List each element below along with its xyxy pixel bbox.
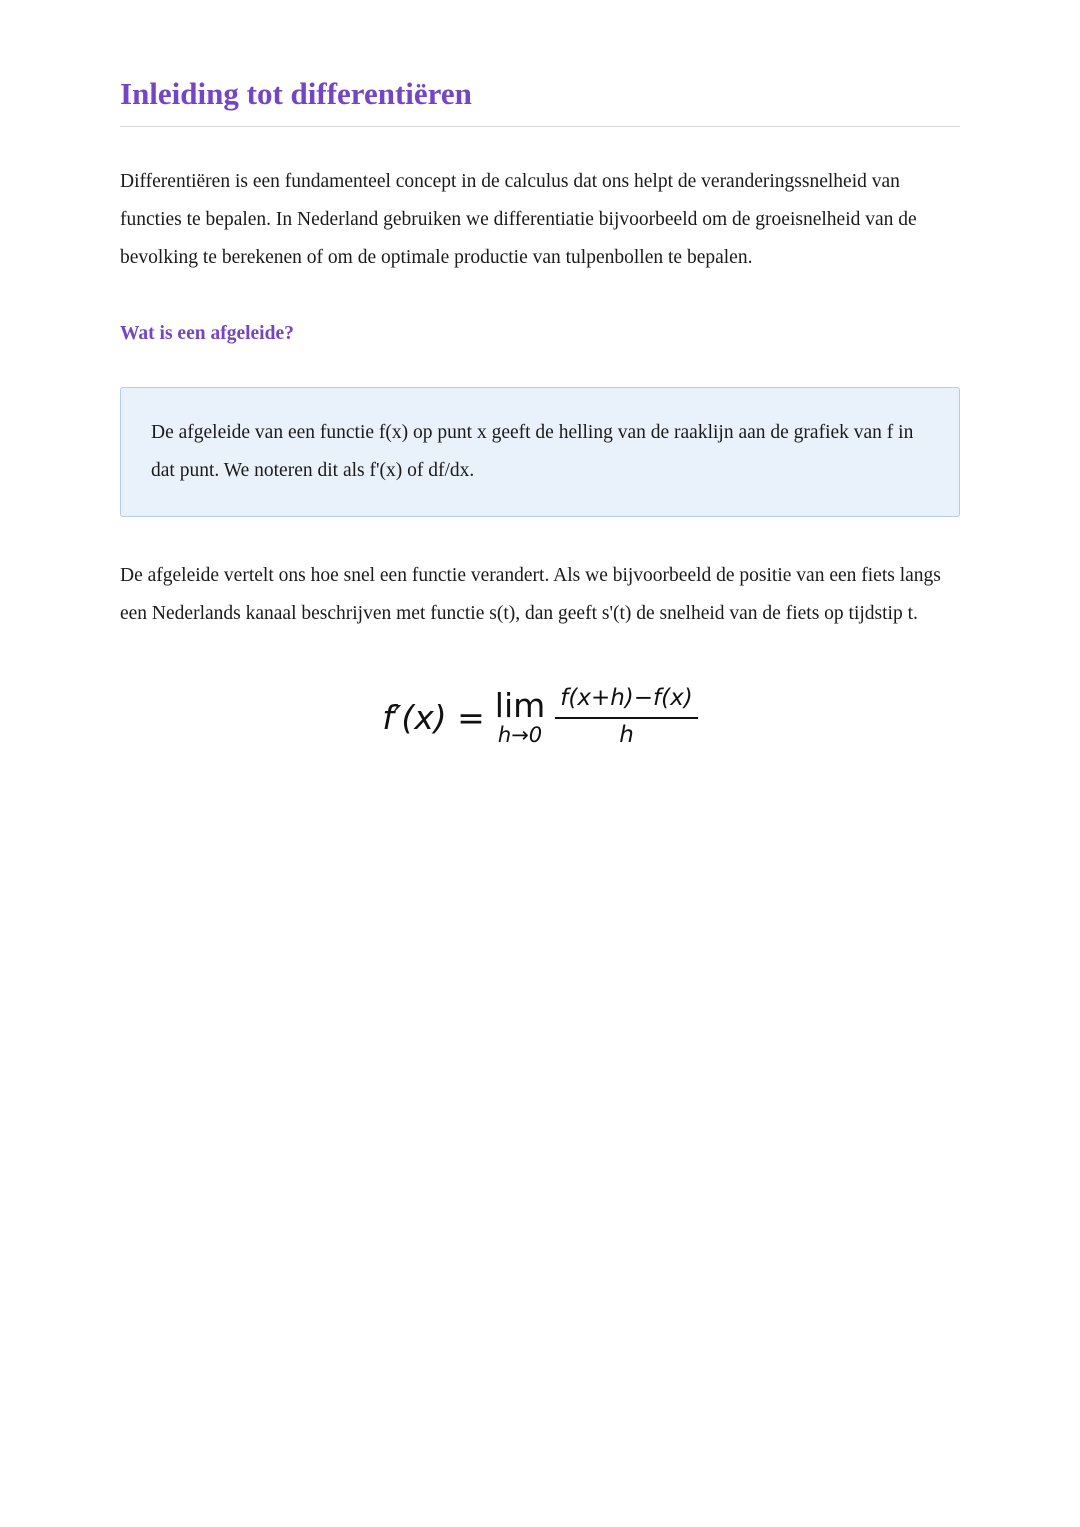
formula-fraction <box>555 685 697 749</box>
formula-numerator: f(x+h)−f(x) <box>555 685 697 719</box>
title-divider <box>120 126 960 127</box>
page-title: Inleiding tot differentiëren <box>120 76 472 111</box>
body-paragraph: De afgeleide vertelt ons hoe snel een functie verandert. Als we bijvoorbeeld de positie van een fiets langs een Nederlands kanaal beschrijven met functie s(t), dan geeft s'(t) de snelheid van de fiets op tijdstip t. <box>120 565 941 624</box>
definition-callout-text: De afgeleide van een functie f(x) op punt x geeft de helling van de raaklijn aan de grafiek van f in dat punt. We noteren dit als f'(x) of df/dx. <box>151 422 914 481</box>
intro-paragraph: Differentiëren is een fundamenteel concept in de calculus dat ons helpt de veranderingssnelheid van functies te bepalen. In Nederland gebruiken we differentiatie bijvoorbeeld om de groeisnelheid van de bevolking te berekenen of om de optimale productie van tulpenbollen te bepalen. <box>120 171 917 268</box>
formula-limit-block <box>494 685 546 747</box>
formula-lhs: f′(x) = <box>382 697 485 737</box>
subheading-wat-is-een-afgeleide: Wat is een afgeleide? <box>120 323 294 344</box>
formula-lim-text: lim <box>494 685 546 725</box>
definition-callout <box>120 387 960 517</box>
formula-denominator: h <box>619 721 634 748</box>
derivative-limit-formula <box>120 685 960 749</box>
formula-lim-subscript: h→0 <box>497 722 543 747</box>
